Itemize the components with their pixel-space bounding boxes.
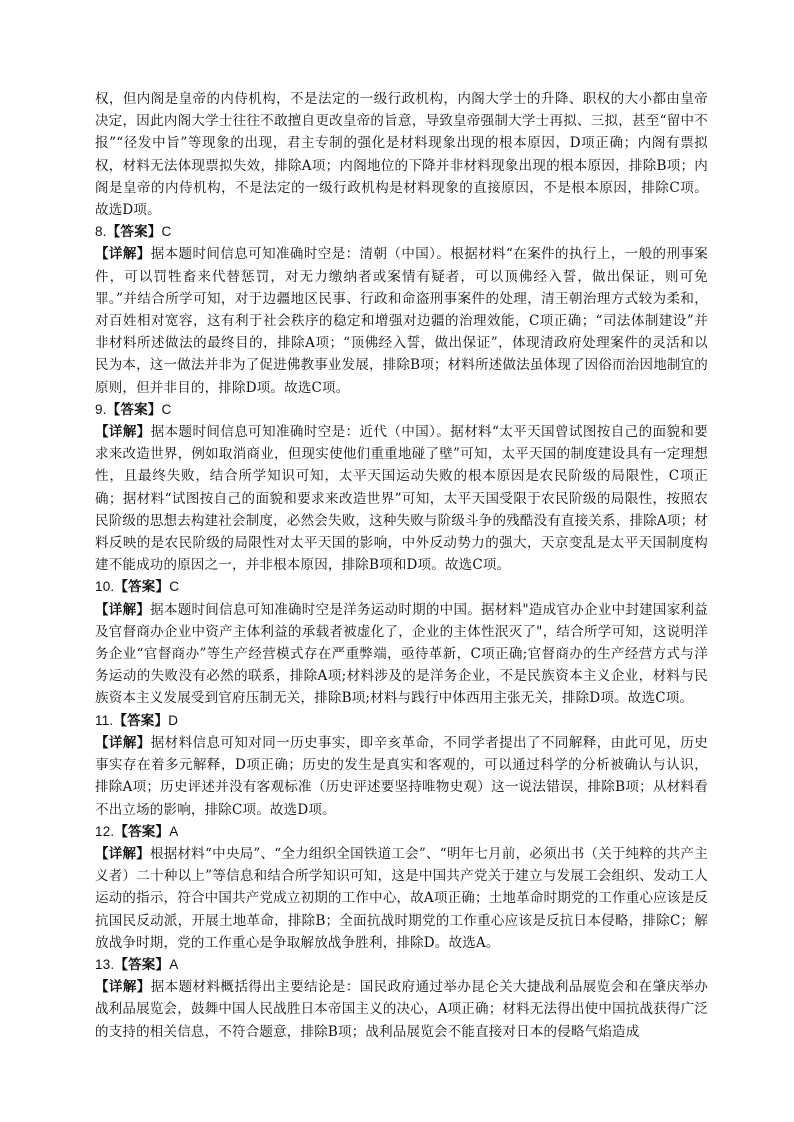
detail-paragraph: [95, 599, 708, 710]
detail-label: 【详解】: [95, 979, 151, 996]
detail-text: 据本题时间信息可知准确时空是洋务运动时期的中国。据材料"造成官办企业中封建国家利益及官督商办企业中资产主体利益的承载者被虚化了，企业的主体性泯灭了"，结合所学可知，这说明洋务企业“官督商办”等生产经营模式存在严重弊端，亟待革新，C项正确;官督商办的生产经营方式与洋务运动的失败没有必然的联系，排除A项;材料涉及的是洋务企业，不是民族资本主义企业，材料与民族资本主义发展受到官府压制无关，排除B项;材料与践行中体西用主张无关，排除D项。故选C项。: [95, 601, 708, 707]
detail-text: 据材料信息可知对同一历史事实，即辛亥革命，不同学者提出了不同解释，由此可见，历史事实存在着多元解释，D项正确；历史的发生是真实和客观的，可以通过科学的分析被确认与认识，排除A项；历史评述并没有客观标准（历史评述要坚持唯物史观）这一说法错误，排除B项；从材料看不出立场的影响，排除C项。故选D项。: [95, 734, 708, 818]
question-13: [95, 954, 708, 1043]
detail-paragraph: [95, 976, 708, 1043]
question-8: [95, 221, 708, 399]
detail-paragraph: [95, 843, 708, 954]
answer-line: [95, 821, 708, 843]
detail-label: 【详解】: [95, 424, 151, 441]
question-12: [95, 821, 708, 954]
question-number: 10.: [95, 579, 115, 595]
detail-text: 据本题时间信息可知准确时空是：近代（中国）。据材料“太平天国曾试图按自己的面貌和要求来改造世界，例如取消商业，但现实使他们重重地碰了壁”可知，太平天国的制度建设具有一定理想性，且最终失败，结合所学知识可知，太平天国运动失败的根本原因是农民阶级的局限性，C项正确；据材料“试图按自己的面貌和要求来改造世界”可知，太平天国受限于农民阶级的局限性，按照农民阶级的思想去构建社会制度，必然会失败，这种失败与阶级斗争的残酷没有直接关系，排除A项；材料反映的是农民阶级的局限性对太平天国的影响，中外反动势力的强大，天京变乱是太平天国制度构建不能成功的原因之一，并非根本原因，排除B项和D项。故选C项。: [95, 424, 708, 574]
question-10: [95, 576, 708, 709]
answer-value: D: [168, 712, 179, 728]
question-number: 11.: [95, 712, 114, 728]
detail-text: 据本题时间信息可知准确时空是：清朝（中国）。根据材料“在案件的执行上，一般的刑事案件，可以罚牲畜来代替惩罚，对无力缴纳者或案情有疑者，可以顶佛经入誓，做出保证，则可免罪。”并结合所学可知，对于边疆地区民事、行政和命盗刑事案件的处理，清王朝治理方式较为柔和，对百姓相对宽容，这有利于社会秩序的稳定和增强对边疆的治理效能，C项正确；“司法体制建设”并非材料所述做法的最终目的，排除A项；“顶佛经入誓，做出保证”，体现清政府处理案件的灵活和以民为本，这一做法并非为了促进佛教事业发展，排除B项；材料所述做法虽体现了因俗而治因地制宜的原则，但并非目的，排除D项。故选C项。: [95, 246, 708, 396]
detail-text: 根据材料“中央局”、“全力组织全国铁道工会”、“明年七月前，必须出书（关于纯粹的共产主义者）二十种以上”等信息和结合所学知识可知，这是中国共产党关于建立与发展工会组织、发动工人运动的指示，符合中国共产党成立初期的工作中心，故A项正确；土地革命时期党的工作重心应该是反抗国民反动派，开展土地革命，排除B；全面抗战时期党的工作重心应该是反抗日本侵略，排除C；解放战争时期，党的工作重心是争取解放战争胜利，排除D。故选A。: [95, 845, 708, 951]
question-number: 9.: [95, 401, 107, 417]
answer-label: 【答案】: [114, 823, 170, 840]
detail-text: 据本题材料概括得出主要结论是：国民政府通过举办昆仑关大捷战利品展览会和在肇庆举办战利品展览会，鼓舞中国人民战胜日本帝国主义的决心，A项正确；材料无法得出使中国抗战获得广泛的支持的相关信息，不符合题意，排除B项；战利品展览会不能直接对日本的侵略气焰造成: [95, 979, 708, 1040]
detail-paragraph: [95, 732, 708, 821]
question-number: 8.: [95, 224, 107, 240]
answer-value: A: [169, 956, 179, 972]
answer-label: 【答案】: [106, 224, 162, 241]
document-page: [95, 88, 708, 1043]
answer-value: A: [169, 823, 179, 839]
answer-line: [95, 576, 708, 598]
answer-line: [95, 221, 708, 243]
answer-line: [95, 399, 708, 421]
answer-label: 【答案】: [114, 956, 170, 973]
detail-paragraph: [95, 243, 708, 398]
detail-label: 【详解】: [95, 734, 151, 751]
detail-label: 【详解】: [95, 845, 150, 862]
question-9: [95, 399, 708, 577]
intro-paragraph: 权，但内阁是皇帝的内侍机构，不是法定的一级行政机构，内阁大学士的升降、职权的大小都由皇帝决定，因此内阁大学士往往不敢擅自更改皇帝的旨意，导致皇帝强制大学士再拟、三拟，甚至“留中不报”“径发中旨”等现象的出现，君主专制的强化是材料现象出现的根本原因，D项正确；内阁有票拟权，材料无法体现票拟失效，排除A项；内阁地位的下降并非材料现象出现的根本原因，排除B项；内阁是皇帝的内侍机构，不是法定的一级行政机构是材料现象的直接原因，不是根本原因，排除C项。故选D项。: [95, 91, 708, 219]
answer-line: [95, 954, 708, 976]
detail-label: 【详解】: [95, 601, 151, 618]
question-11: [95, 710, 708, 821]
answer-value: C: [169, 579, 180, 595]
detail-paragraph: [95, 421, 708, 576]
answer-value: C: [161, 224, 172, 240]
answer-label: 【答案】: [114, 579, 170, 596]
question-number: 12.: [95, 823, 115, 839]
answer-line: [95, 710, 708, 732]
answer-label: 【答案】: [113, 712, 169, 729]
answer-value: C: [161, 401, 172, 417]
answer-label: 【答案】: [106, 401, 162, 418]
question-number: 13.: [95, 956, 115, 972]
detail-label: 【详解】: [95, 246, 151, 263]
